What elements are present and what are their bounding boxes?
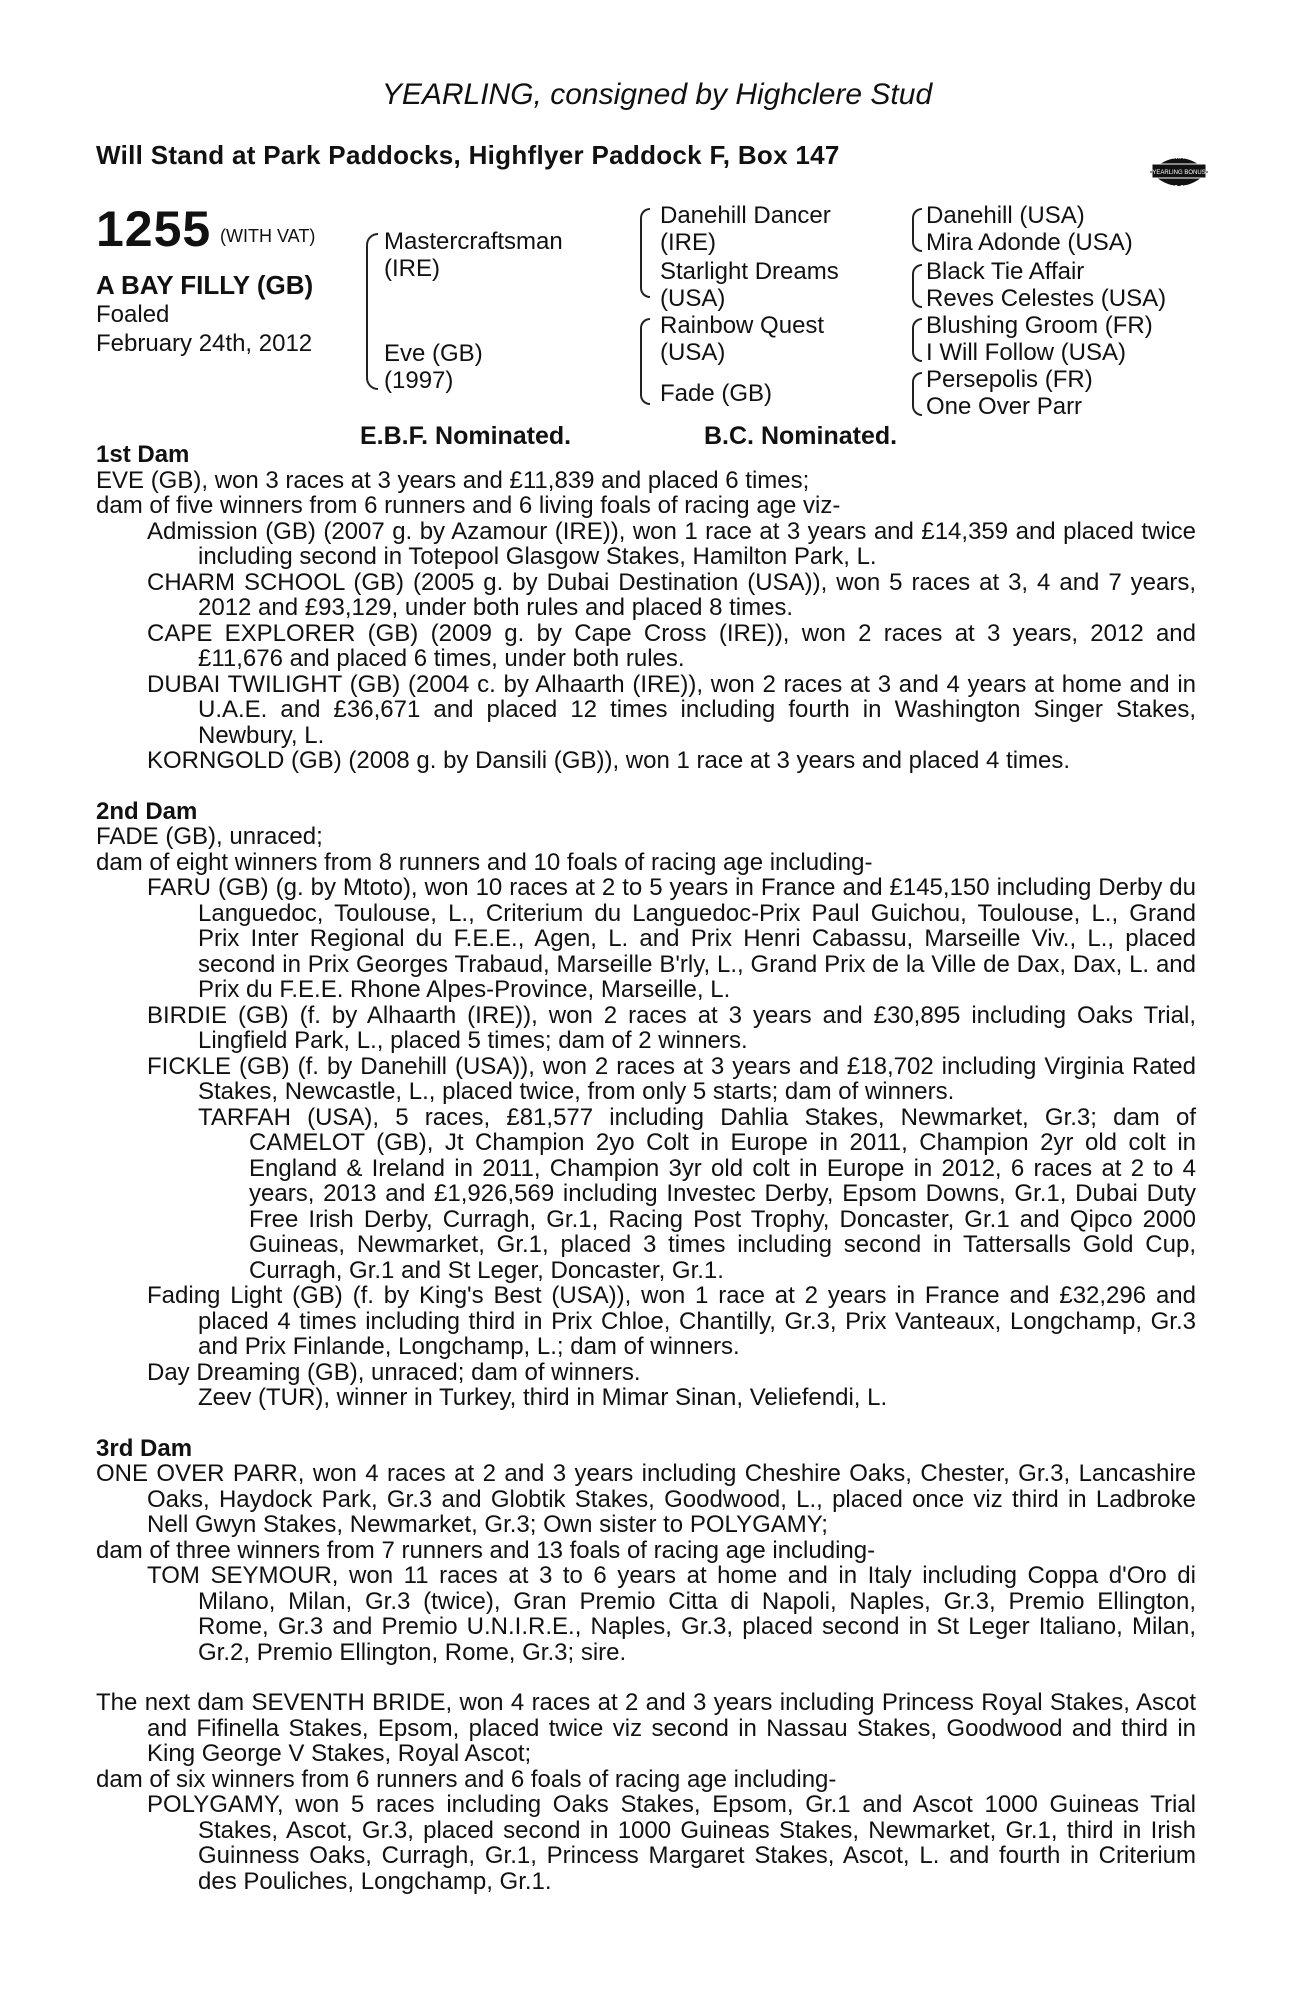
ds-bracket — [640, 318, 650, 360]
pedigree-sdd: Reves Celestes (USA) — [926, 285, 1167, 312]
pedigree-dds: Persepolis (FR) — [926, 366, 1093, 393]
g3-bracket-2 — [912, 228, 922, 252]
foaled-info — [96, 300, 312, 358]
badge-amount: £10,000 — [1166, 185, 1192, 192]
second-dam-offspring-3: FICKLE (GB) (f. by Danehill (USA)), won 2 races at 3 years and £18,702 including Virginia Rated Stakes, Newcastle, L., placed twice, from only 5 starts; dam of winners. — [147, 1052, 1196, 1105]
pedigree-sire: Mastercraftsman (IRE) — [384, 228, 563, 282]
g3-bracket-5 — [912, 318, 922, 340]
pedigree-sds: Black Tie Affair — [926, 258, 1085, 285]
g3-bracket-4 — [912, 284, 922, 308]
second-dam-offspring-5: Day Dreaming (GB), unraced; dam of winners. — [147, 1358, 641, 1386]
yearling-bonus-badge — [1146, 146, 1212, 203]
pedigree-dam-sire: Rainbow Quest (USA) — [660, 312, 825, 366]
g3-bracket-7 — [912, 372, 922, 394]
sd-bracket — [640, 248, 650, 298]
next-dam-offspring-1: POLYGAMY, won 5 races including Oaks Stakes, Epsom, Gr.1 and Ascot 1000 Guineas Trial Stakes, Ascot, Gr.3, placed second in 1000 Guineas Stakes, Newmarket, Gr.1, third in Irish Guinness Oaks, Curragh, Gr.1, Princess Margaret Stakes, Ascot, L. and fourth in Criterium des Pouliches, Longchamp, Gr.1. — [147, 1791, 1196, 1895]
second-dam-offspring-2: BIRDIE (GB) (f. by Alhaarth (IRE)), won 2 races at 3 years and £30,895 including Oaks Trial, Lingfield Park, L., placed 5 times; dam of 2 winners. — [147, 1001, 1196, 1054]
badge-line2: YEARLING BONUS — [1152, 170, 1206, 176]
sire-bracket-top — [366, 233, 378, 285]
second-dam-offspring-4: Fading Light (GB) (f. by King's Best (USA)), won 1 race at 2 years in France and £32,296 and placed 4 times including third in Prix Chloe, Chantilly, Gr.3, Prix Vanteaux, Longchamp, Gr.3 and Prix Finlande, Longchamp, L.; dam of winners. — [147, 1282, 1196, 1360]
second-dam-heading: 2nd Dam — [96, 797, 198, 825]
first-dam-heading: 1st Dam — [96, 441, 190, 468]
g3-bracket-1 — [912, 208, 922, 230]
third-dam-intro: ONE OVER PARR, won 4 races at 2 and 3 years including Cheshire Oaks, Chester, Gr.3, Lancashire Oaks, Haydock Park, Gr.3 and Globtik Stakes, Goodwood, L., placed once viz third in Ladbroke Nell Gwyn Stakes, Newmarket, Gr.3; Own sister to POLYGAMY; — [96, 1460, 1196, 1538]
yearling-bonus-badge-icon — [1146, 146, 1212, 198]
next-dam-intro: The next dam SEVENTH BRIDE, won 4 races at 2 and 3 years including Princess Royal Stakes, Ascot and Fifinella Stakes, Epsom, placed twice viz second in Nassau Stakes, Goodwood and third in King George V Stakes, Royal Ascot; — [96, 1689, 1196, 1767]
dd-bracket — [640, 358, 650, 405]
g3-bracket-6 — [912, 338, 922, 362]
pedigree-dam: Eve (GB) (1997) — [384, 340, 483, 394]
pedigree-notes — [96, 442, 1196, 1894]
catalogue-header-title: YEARLING, consigned by Highclere Stud — [381, 78, 933, 111]
second-dam-intro: FADE (GB), unraced; — [96, 823, 323, 850]
pedigree-sire-dam: Starlight Dreams (USA) — [660, 258, 839, 312]
first-dam-offspring-1: Admission (GB) (2007 g. by Azamour (IRE)), won 1 race at 3 years and £14,359 and placed twice including second in Totepool Glasgow Stakes, Hamilton Park, L. — [147, 517, 1196, 570]
g3-bracket-8 — [912, 392, 922, 416]
pedigree-ssd: Mira Adonde (USA) — [926, 229, 1133, 256]
third-dam-heading: 3rd Dam — [96, 1434, 193, 1462]
pedigree-ddd: One Over Parr — [926, 393, 1083, 420]
pedigree-dsd: I Will Follow (USA) — [926, 339, 1127, 366]
lot-name: A BAY FILLY (GB) — [96, 270, 314, 300]
second-dam-offspring-1: FARU (GB) (g. by Mtoto), won 10 races at 2 to 5 years in France and £145,150 including Derby du Languedoc, Toulouse, L., Criterium du Languedoc-Prix Paul Guichou, Toulouse, L., Grand Prix Inter Regional du F.E.E., Agen, L. and Prix Henri Cabassu, Marseille Viv., L., placed second in Prix Georges Trabaud, Marseille B'rly, L., Grand Prix de la Ville de Dax, Dax, L. and Prix du F.E.E. Rhone Alpes-Province, Marseille, L. — [147, 874, 1196, 1003]
second-dam-grand-offspring-1: TARFAH (USA), 5 races, £81,577 including Dahlia Stakes, Newmarket, Gr.3; dam of CAMELOT (GB), Jt Champion 2yo Colt in Europe in 2011, Champion 2yr old colt in England & Ireland in 2011, Champion 3yr old colt in Europe in 2012, 6 races at 2 to 4 years, 2013 and £1,926,569 including Investec Derby, Epsom Downs, Gr.1, Dubai Duty Free Irish Derby, Curragh, Gr.1, Racing Post Trophy, Doncaster, Gr.1 and Qipco 2000 Guineas, Newmarket, Gr.1, placed 3 times including second in Tattersalls Gold Cup, Curragh, Gr.1 and St Leger, Doncaster, Gr.1. — [198, 1103, 1196, 1284]
badge-line1: RACING POST — [1161, 155, 1197, 161]
second-dam-produce: dam of eight winners from 8 runners and 10 foals of racing age including- — [96, 848, 873, 876]
first-dam-produce: dam of five winners from 6 runners and 6 living foals of racing age viz- — [96, 492, 841, 519]
lot-number: 1255 — [96, 201, 212, 257]
ebf-nominated: E.B.F. Nominated. — [360, 422, 572, 450]
second-dam-grand-offspring-2: Zeev (TUR), winner in Turkey, third in Mimar Sinan, Veliefendi, L. — [198, 1384, 888, 1411]
stand-location: Will Stand at Park Paddocks, Highflyer Paddock F, Box 147 — [96, 140, 840, 170]
first-dam-offspring-2: CHARM SCHOOL (GB) (2005 g. by Dubai Destination (USA)), won 5 races at 3, 4 and 7 years, 2012 and £93,129, under both rules and placed 8 times. — [147, 568, 1196, 621]
pedigree-dss: Blushing Groom (FR) — [926, 312, 1153, 339]
pedigree-sss: Danehill (USA) — [926, 202, 1085, 229]
first-dam-offspring-5: KORNGOLD (GB) (2008 g. by Dansili (GB)), won 1 race at 3 years and placed 4 times. — [147, 747, 1071, 774]
first-dam-offspring-4: DUBAI TWILIGHT (GB) (2004 c. by Alhaarth (IRE)), won 2 races at 3 and 4 years at home and in U.A.E. and £36,671 and placed 12 times including fourth in Washington Singer Stakes, Newbury, L. — [147, 670, 1196, 749]
ss-bracket — [640, 208, 650, 250]
next-dam-produce: dam of six winners from 6 runners and 6 foals of racing age including- — [96, 1765, 837, 1793]
foaled-label: Foaled — [96, 301, 170, 328]
lot-vat: (WITH VAT) — [220, 226, 316, 246]
g3-bracket-3 — [912, 264, 922, 286]
third-dam-produce: dam of three winners from 7 runners and 13 foals of racing age including- — [96, 1536, 876, 1564]
pedigree-dam-dam: Fade (GB) — [660, 380, 773, 407]
first-dam-offspring-3: CAPE EXPLORER (GB) (2009 g. by Cape Cross (IRE)), won 2 races at 3 years, 2012 and £11,676 and placed 6 times, under both rules. — [147, 619, 1196, 672]
foaled-date: February 24th, 2012 — [96, 330, 313, 357]
first-dam-intro: EVE (GB), won 3 races at 3 years and £11,839 and placed 6 times; — [96, 466, 810, 494]
third-dam-offspring-1: TOM SEYMOUR, won 11 races at 3 to 6 years at home and in Italy including Coppa d'Oro di Milano, Milan, Gr.3 (twice), Gran Premio Citta di Napoli, Naples, Gr.3, Premio Ellington, Rome, Gr.3 and Premio U.N.I.R.E., Naples, Gr.3, placed second in St Leger Italiano, Milan, Gr.2, Premio Ellington, Rome, Gr.3; sire. — [147, 1562, 1196, 1666]
bc-nominated: B.C. Nominated. — [704, 422, 898, 450]
dam-bracket — [366, 283, 378, 390]
pedigree-sire-sire: Danehill Dancer (IRE) — [660, 202, 831, 256]
